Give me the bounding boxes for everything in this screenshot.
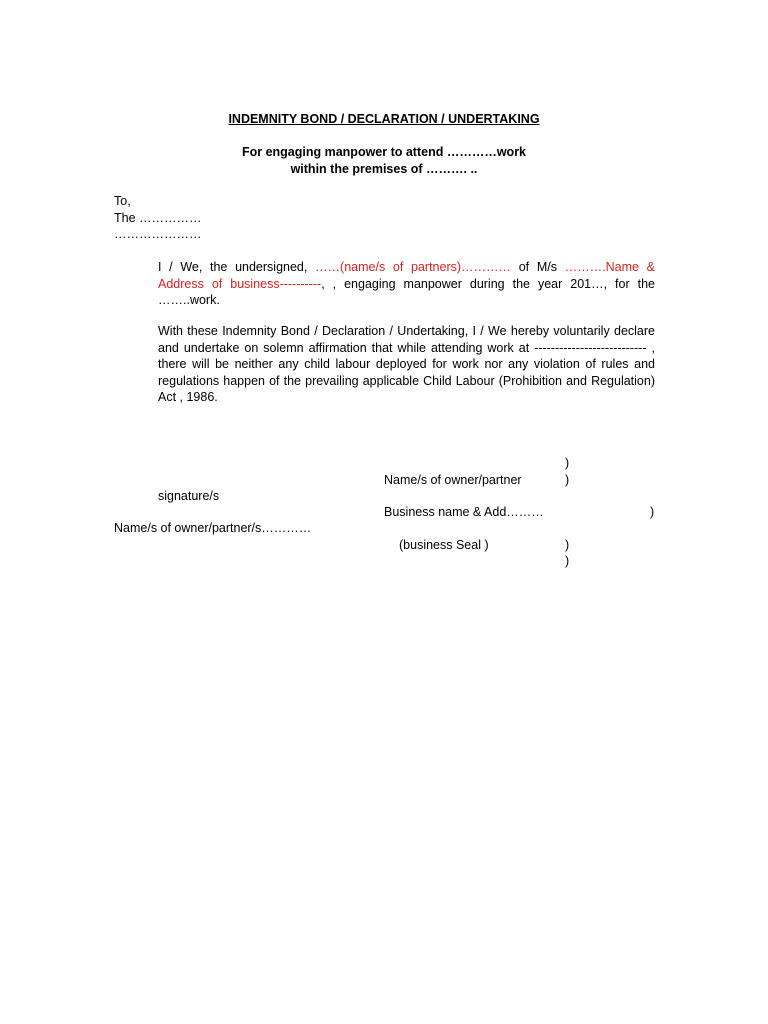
para1-text-1: I / We, the undersigned, (158, 260, 316, 274)
document-subtitle (0, 144, 768, 177)
address-line-to: To, (114, 194, 131, 208)
recipient-address (114, 193, 414, 243)
bracket-1: ) (565, 456, 570, 470)
bracket-5: ) (565, 554, 570, 568)
business-name-placeholder: ……….Name & Address of business---------- (158, 260, 655, 291)
para1-text-2: of M/s (511, 260, 565, 274)
subtitle-line-1: For engaging manpower to attend …………work (241, 145, 527, 159)
document-title: INDEMNITY BOND / DECLARATION / UNDERTAKING (228, 112, 540, 126)
subtitle-line-2: within the premises of ………. .. (290, 161, 478, 176)
para1-text-3: , , engaging manpower during the year 201…, for the ……..work. (158, 276, 655, 307)
bracket-2: ) (565, 473, 570, 487)
declaration-paragraph: With these Indemnity Bond / Declaration / Undertaking, I / We hereby voluntarily declare and undertake on solemn affirmation that while attending work at --------------------------- , there will be neither any child labour deployed for work nor any violation of rules and regulations happen of the prevailing applicable Child Labour (Prohibition and Regulation) Act , 1986. (158, 324, 655, 404)
undersigned-paragraph (158, 259, 655, 309)
owner-partners-line: Name/s of owner/partner/s………… (114, 521, 312, 535)
owner-partner-label: Name/s of owner/partner (384, 473, 522, 487)
signatures-label: signature/s (158, 489, 220, 503)
address-line-3: ………………… (114, 227, 202, 241)
bracket-4: ) (565, 538, 570, 552)
bracket-3: ) (650, 505, 655, 519)
address-line-the: The …………… (114, 210, 202, 225)
partners-name-placeholder: ……(name/s of partners)………… (315, 260, 512, 274)
business-name-label: Business name & Add……… (384, 505, 544, 519)
business-seal-label: (business Seal ) (399, 538, 489, 552)
